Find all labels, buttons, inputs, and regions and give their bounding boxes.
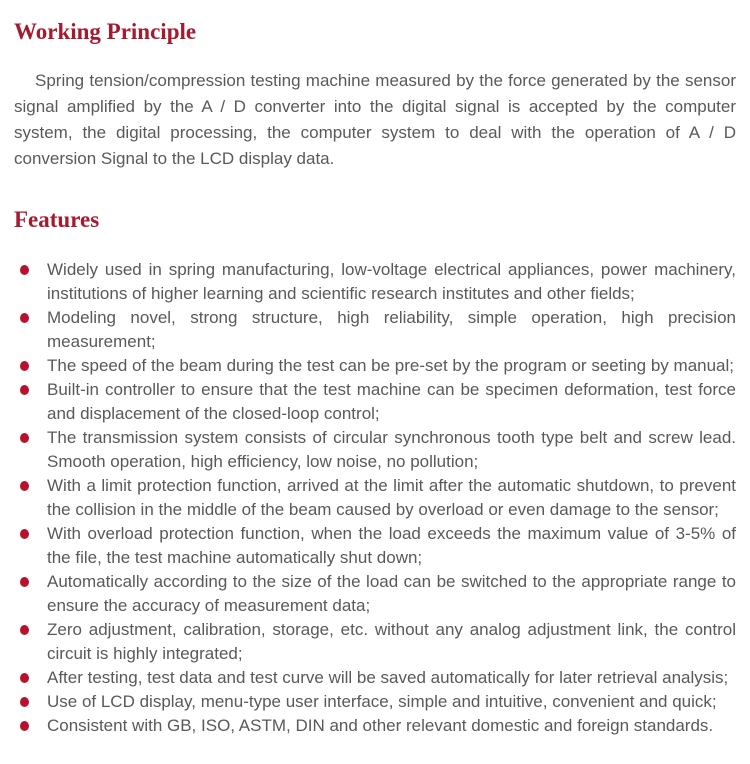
working-principle-heading: Working Principle xyxy=(14,19,197,44)
feature-list-item xyxy=(14,714,736,738)
bullet-icon xyxy=(20,385,29,395)
feature-list-item xyxy=(14,258,736,306)
feature-list-item xyxy=(14,690,736,714)
feature-item-text: The speed of the beam during the test can be pre-set by the program or seeting by manual; xyxy=(47,356,735,375)
features-list xyxy=(14,258,736,738)
bullet-icon xyxy=(20,697,29,707)
feature-list-item xyxy=(14,474,736,522)
feature-list-item xyxy=(14,570,736,618)
feature-item-text: Consistent with GB, ISO, ASTM, DIN and other relevant domestic and foreign standards. xyxy=(47,716,714,735)
bullet-icon xyxy=(20,673,29,683)
feature-item-text: Use of LCD display, menu-type user interface, simple and intuitive, convenient and quick; xyxy=(47,692,717,711)
feature-item-text: Automatically according to the size of the load can be switched to the appropriate range to ensure the accuracy of measurement data; xyxy=(47,572,736,615)
feature-list-item xyxy=(14,354,736,378)
feature-item-text: The transmission system consists of circular synchronous tooth type belt and screw lead. Smooth operation, high efficiency, low noise, no pollution; xyxy=(47,428,736,471)
feature-item-text: Zero adjustment, calibration, storage, etc. without any analog adjustment link, the control circuit is highly integrated; xyxy=(47,620,736,663)
feature-list-item xyxy=(14,522,736,570)
bullet-icon xyxy=(20,625,29,635)
feature-list-item xyxy=(14,378,736,426)
bullet-icon xyxy=(20,265,29,275)
feature-item-text: With overload protection function, when the load exceeds the maximum value of 3-5% of the file, the test machine automatically shut down; xyxy=(47,524,736,567)
bullet-icon xyxy=(20,721,29,731)
bullet-icon xyxy=(20,481,29,491)
feature-item-text: With a limit protection function, arrived at the limit after the automatic shutdown, to prevent the collision in the middle of the beam caused by overload or even damage to the sensor; xyxy=(47,476,736,519)
feature-list-item xyxy=(14,426,736,474)
feature-item-text: Widely used in spring manufacturing, low-voltage electrical appliances, power machinery, institutions of higher learning and scientific research institutes and other fields; xyxy=(47,260,736,303)
features-heading: Features xyxy=(14,207,100,232)
feature-item-text: Modeling novel, strong structure, high reliability, simple operation, high precision measurement; xyxy=(47,308,736,351)
feature-item-text: Built-in controller to ensure that the test machine can be specimen deformation, test force and displacement of the closed-loop control; xyxy=(47,380,736,423)
bullet-icon xyxy=(20,433,29,443)
bullet-icon xyxy=(20,529,29,539)
bullet-icon xyxy=(20,577,29,587)
bullet-icon xyxy=(20,313,29,323)
feature-list-item xyxy=(14,666,736,690)
bullet-icon xyxy=(20,361,29,371)
feature-item-text: After testing, test data and test curve will be saved automatically for later retrieval analysis; xyxy=(47,668,729,687)
feature-list-item xyxy=(14,618,736,666)
working-principle-paragraph: Spring tension/compression testing machine measured by the force generated by the sensor signal amplified by the A / D converter into the digital signal is accepted by the computer system, the digital processing, the computer system to deal with the operation of A / D conversion Signal to the LCD display data. xyxy=(14,71,736,168)
feature-list-item xyxy=(14,306,736,354)
